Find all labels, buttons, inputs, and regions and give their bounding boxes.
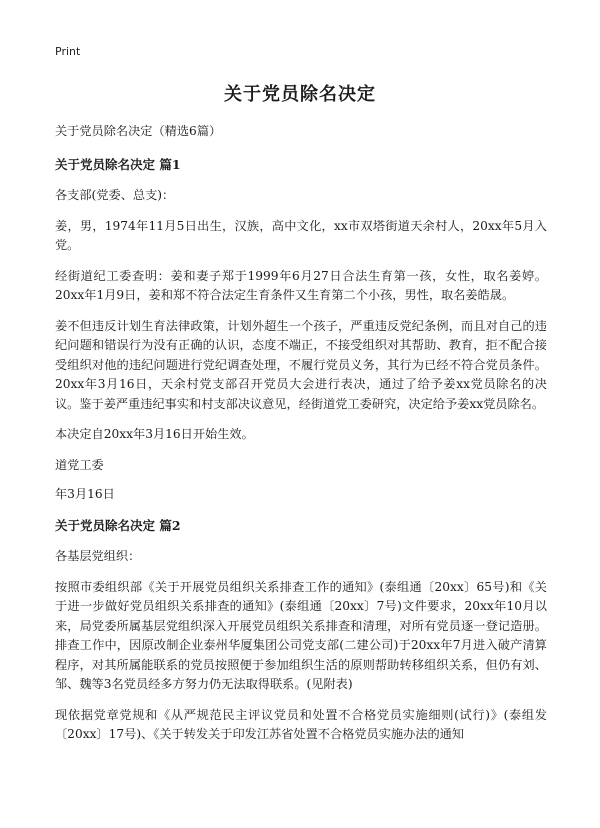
print-label: Print (55, 45, 81, 58)
paragraph: 姜，男，1974年11月5日出生，汉族，高中文化，xx市双塔街道天余村人，20xx年5月入党。 (55, 218, 547, 252)
signature: 道党工委 (55, 457, 104, 472)
paragraph: 经街道纪工委查明：姜和妻子郑于1999年6月27日合法生育第一孩，女性，取名姜婷。20xx年1月9日，姜和郑不符合法定生育条件又生育第二个小孩，男性，取名姜皓晟。 (55, 268, 547, 302)
paragraph: 现依据党章党规和《从严规范民主评议党员和处置不合格党员实施细则(试行)》(泰组发〔20xx〕17号)、《关于转发关于印发江苏省处置不合格党员实施办法的通知 (55, 707, 547, 741)
paragraph: 按照市委组织部《关于开展党员组织关系排查工作的通知》(泰组通〔20xx〕65号)和《关于进一步做好党员组织关系排查的通知》(泰组通〔20xx〕7号)文件要求，20xx年10月以来，局党委所属基层党组织深入开展党员组织关系排查和清理，对所有党员逐一登记造册。排查工作中，因原改制企业泰州华厦集团公司党支部(二建公司)于20xx年7月进入破产清算程序，对其所属能联系的党员按照便于参加组织生活的原则帮助转移组织关系，但仍有刘、邹、魏等3名党员经多方努力仍无法取得联系。(见附表) (55, 579, 547, 691)
document-body (55, 122, 547, 756)
date: 年3月16日 (55, 487, 115, 501)
page-title: 关于党员除名决定 (224, 84, 376, 105)
document-subtitle: 关于党员除名决定（精选6篇） (55, 124, 222, 138)
section-heading-2: 关于党员除名决定 篇2 (55, 517, 181, 533)
paragraph: 姜不但违反计划生育法律政策，计划外超生一个孩子，严重违反党纪条例，而且对自己的违纪问题和错误行为没有正确的认识，态度不端正，不接受组织对其帮助、教育，拒不配合接受组织对他的违纪问题进行党纪调查处理，不履行党员义务，其行为已经不符合党员条件。20xx年3月16日，天余村党支部召开党员大会进行表决，通过了给予姜xx党员除名的决议。鉴于姜严重违纪事实和村支部决议意见，经街道党工委研究，决定给予姜xx党员除名。 (55, 318, 547, 411)
salutation-2: 各基层党组织： (55, 549, 141, 563)
salutation-1: 各支部(党委、总支)： (55, 188, 175, 202)
section-heading-1: 关于党员除名决定 篇1 (55, 156, 181, 172)
paragraph: 本决定自20xx年3月16日开始生效。 (55, 427, 254, 441)
